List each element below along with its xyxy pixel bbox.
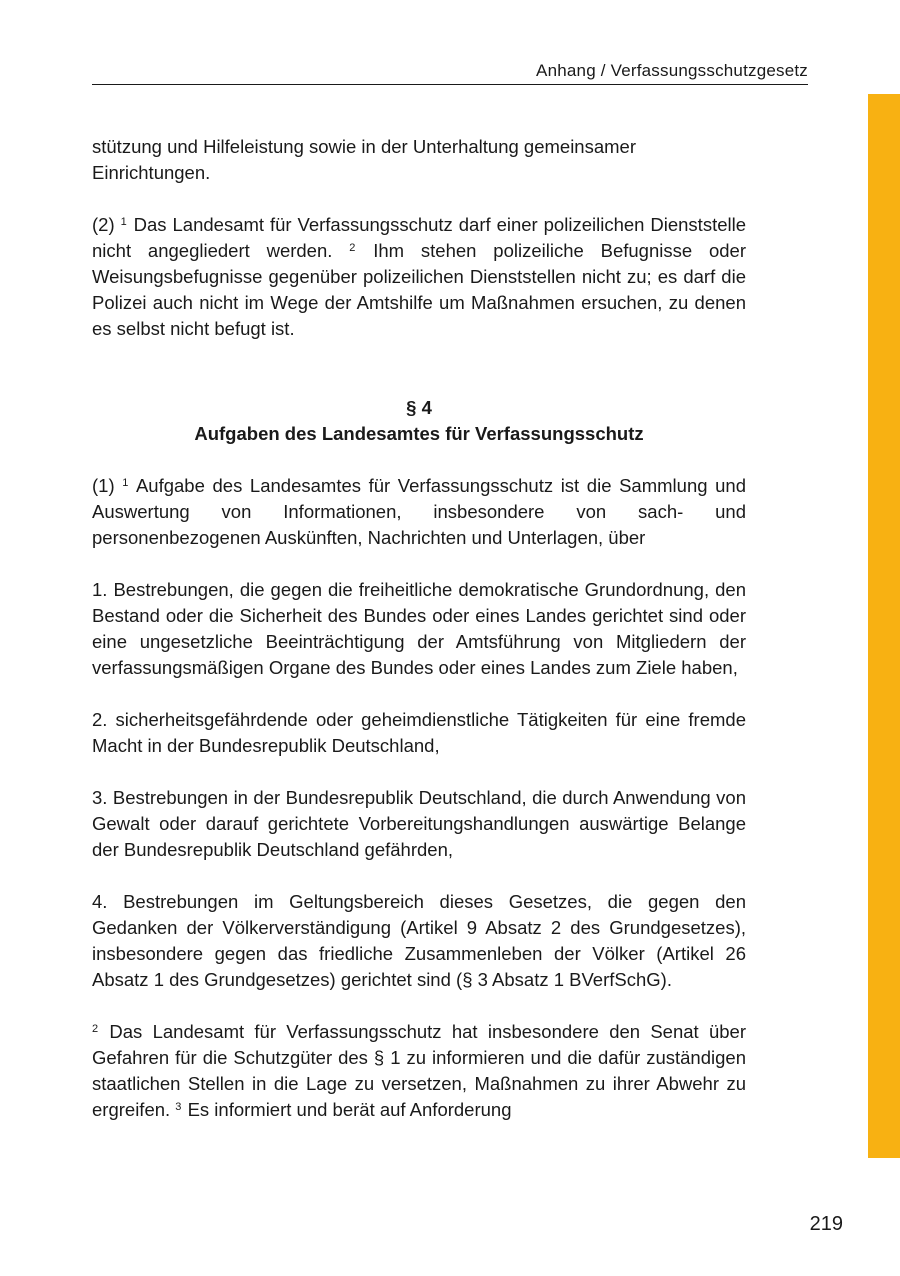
running-header <box>92 60 808 85</box>
thumb-index-tab <box>868 94 900 1158</box>
list-item-2: 2. sicherheitsgefährdende oder geheimdienstliche Tätigkeiten für eine fremde Macht in der Bundesrepublik Deutschland, <box>92 709 746 756</box>
list-item-1: 1. Bestrebungen, die gegen die freiheitliche demokratische Grundordnung, den Bestand oder die Sicherheit des Bundes oder eines Landes gerichtet sind oder eine ungesetzliche Beeinträchtigung der Amtsführung von Mitgliedern der verfassungsmäßigen Organe des Bundes oder eines Landes zum Ziele haben, <box>92 579 746 678</box>
list-item-4: 4. Bestrebungen im Geltungsbereich dieses Gesetzes, die gegen den Gedanken der Völkerverständigung (Artikel 9 Absatz 2 des Grundgesetzes), insbesondere gegen das friedliche Zusammenleben der Völker (Artikel 26 Absatz 1 des Grundgesetzes) gerichtet sind (§ 3 Absatz 1 BVerfSchG). <box>92 891 746 990</box>
closing-paragraph <box>92 1019 746 1123</box>
list-item-3: 3. Bestrebungen in der Bundesrepublik Deutschland, die durch Anwendung von Gewalt oder darauf gerichtete Vorbereitungshandlungen auswärtige Belange der Bundesrepublik Deutschland gefährden, <box>92 787 746 860</box>
sentence-number: 2 <box>349 242 356 254</box>
sentence-number: 3 <box>175 1101 182 1113</box>
sentence-text: Es informiert und berät auf Anforderung <box>187 1099 512 1120</box>
paragraph-number: (2) <box>92 214 115 235</box>
running-title: Anhang / Verfassungsschutzgesetz <box>536 61 808 80</box>
sentence-number: 1 <box>120 216 127 228</box>
sentence-number: 1 <box>122 477 129 489</box>
sentence-number: 2 <box>92 1023 99 1035</box>
paragraph-number: (1) <box>92 475 115 496</box>
sentence-text: Das Landesamt für Verfassungsschutz hat insbesondere den Senat über Gefahren für die Schutzgüter des § 1 zu informieren und die dafür zuständigen staatlichen Stellen in die Lage zu versetzen, Maßnahmen zu ihrer Abwehr zu ergreifen. <box>92 1021 746 1120</box>
paragraph-1 <box>92 473 746 551</box>
paragraph-2 <box>92 212 746 342</box>
page-number: 219 <box>809 1213 843 1235</box>
section-title: Aufgaben des Landesamtes für Verfassungsschutz <box>194 423 644 444</box>
sentence-text: Aufgabe des Landesamtes für Verfassungsschutz ist die Sammlung und Auswertung von Informationen, insbesondere von sach- und personenbezogenen Auskünften, Nachrichten und Unterlagen, über <box>92 475 746 548</box>
page-body <box>92 134 746 1123</box>
sentence-text: Das Landesamt für Verfassungsschutz darf einer polizeilichen Dienststelle nicht angegliedert werden. <box>92 214 747 261</box>
continuation-paragraph: stützung und Hilfeleistung sowie in der Unterhaltung gemeinsamer Einrichtungen. <box>92 136 636 183</box>
section-number: § 4 <box>406 397 432 418</box>
sentence-text: Ihm stehen polizeiliche Befugnisse oder Weisungsbefugnisse gegenüber polizeilichen Dienststellen nicht zu; es darf die Polizei auch nicht im Wege der Amtshilfe um Maßnahmen ersuchen, zu denen es selbst nicht befugt ist. <box>92 240 747 339</box>
